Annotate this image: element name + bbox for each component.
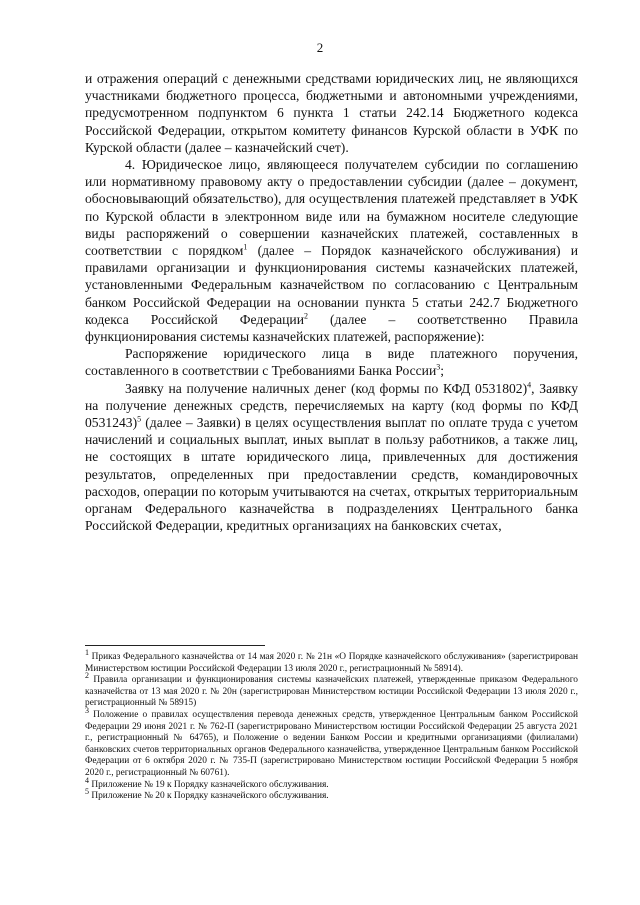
- footnotes: [85, 647, 578, 803]
- paragraph: [85, 380, 578, 535]
- footnote-mark: 1: [85, 647, 89, 657]
- footnote-text: Правила организации и функционирования системы казначейских платежей, утвержденные приказом Федерального казначейства от 13 мая 2020 г. № 20н (зарегистрирован Министерством юстиции Российской Федерации 13 июля 2020 г., регистрационный № 58915): [85, 675, 578, 709]
- paragraph-text: 4. Юридическое лицо, являющееся получателем субсидии по соглашению или нормативному правовому акту о предоставлении субсидии (далее – документ, обосновывающий обязательство), для осуществления платежей представляет в УФК по Курской области в электронном виде или на бумажном носителе следующие виды распоряжений о совершении казначейских платежей, составленных в соответствии с порядком: [85, 157, 578, 259]
- footnote-divider: [85, 645, 265, 646]
- footnote-mark: 3: [85, 705, 89, 715]
- footnote-mark: 5: [85, 787, 89, 796]
- paragraph-text: (далее – Заявки) в целях осуществления выплат по оплате труда с учетом начислений и социальных выплат, иных выплат в пользу работников, а также лиц, не состоящих в штате юридического лица, привлеченных для достижения результатов, определенных при предоставлении средств, командировочных расходов, операции по которым учитываются на счетах, открытых территориальным органам Федерального казначейства в подразделениях Центрального банка Российской Федерации, кредитных организациях на банковских счетах,: [85, 415, 578, 534]
- paragraph-text: (далее – соответственно Правила функционирования системы казначейских платежей, распоряжение):: [85, 311, 578, 345]
- paragraph-text: Заявку на получение наличных денег (код формы по КФД 0531802): [125, 380, 528, 396]
- paragraph: [85, 156, 578, 345]
- footnote-text: Приложение № 20 к Порядку казначейского обслуживания.: [89, 791, 329, 802]
- paragraph-text: (далее – Порядок казначейского обслуживания) и правилами организации и функционирования системы казначейских платежей, установленными Федеральным казначейством по согласованию с Центральным банком Российской Федерации на основании пункта 5 статьи 242.7 Бюджетного кодекса Российской Федерации: [85, 243, 579, 327]
- footnote: [85, 787, 578, 803]
- paragraph: [85, 345, 578, 379]
- footnote: [85, 705, 578, 780]
- footnote: [85, 671, 578, 710]
- paragraph-text: и отражения операций с денежными средствами юридических лиц, не являющихся участниками бюджетного процесса, бюджетными и автономными учреждениями, предусмотренном подпунктом 6 пункта 1 статьи 242.14 Бюджетного кодекса Российской Федерации, открытом комитету финансов Курской области в УФК по Курской области (далее – казначейский счет).: [85, 71, 578, 155]
- footnote: [85, 647, 578, 675]
- footnote-ref[interactable]: 5: [137, 414, 142, 424]
- footnote-mark: 4: [85, 775, 89, 785]
- paragraph-text: ;: [440, 363, 445, 379]
- footnote-mark: 2: [85, 671, 89, 681]
- footnote-text: Приложение № 19 к Порядку казначейского обслуживания.: [89, 779, 329, 790]
- footnote-ref[interactable]: 1: [243, 242, 248, 252]
- footnote-ref[interactable]: 3: [436, 362, 441, 372]
- footnote-text: Приказ Федерального казначейства от 14 мая 2020 г. № 21н «О Порядке казначейского обслуживания» (зарегистрирован Министерством юстиции Российской Федерации 13 июля 2020 г., регистрационный № 58914).: [85, 652, 578, 674]
- footnote-ref[interactable]: 4: [527, 380, 532, 390]
- paragraph-text: Распоряжение юридического лица в виде платежного поручения, составленного в соответствии с Требованиями Банка России: [85, 346, 578, 379]
- footnote: [85, 775, 578, 792]
- footnote-text: Положение о правилах осуществления перевода денежных средств, утвержденное Центральным банком Российской Федерации 29 июня 2021 г. № 762-П (зарегистрировано Министерством юстиции Российской Федерации 25 августа 2021 г., регистрационный № 64765), и Положение о ведении Банком России и кредитными организациями (филиалами) банковских счетов территориальных органов Федерального казначейства, утвержденное Центральным банком Российской Федерации от 6 октября 2020 г. № 735-П (зарегистрировано Министерством юстиции Российской Федерации 5 ноября 2020 г., регистрационный № 60761).: [85, 709, 578, 778]
- document-body: [85, 70, 578, 534]
- page-number: 2: [316, 40, 324, 55]
- paragraph-text: , Заявку на получение денежных средств, перечисляемых на карту (код формы по КФД 0531243): [85, 380, 579, 431]
- footnote-ref[interactable]: 2: [303, 311, 308, 321]
- paragraph: [85, 70, 578, 156]
